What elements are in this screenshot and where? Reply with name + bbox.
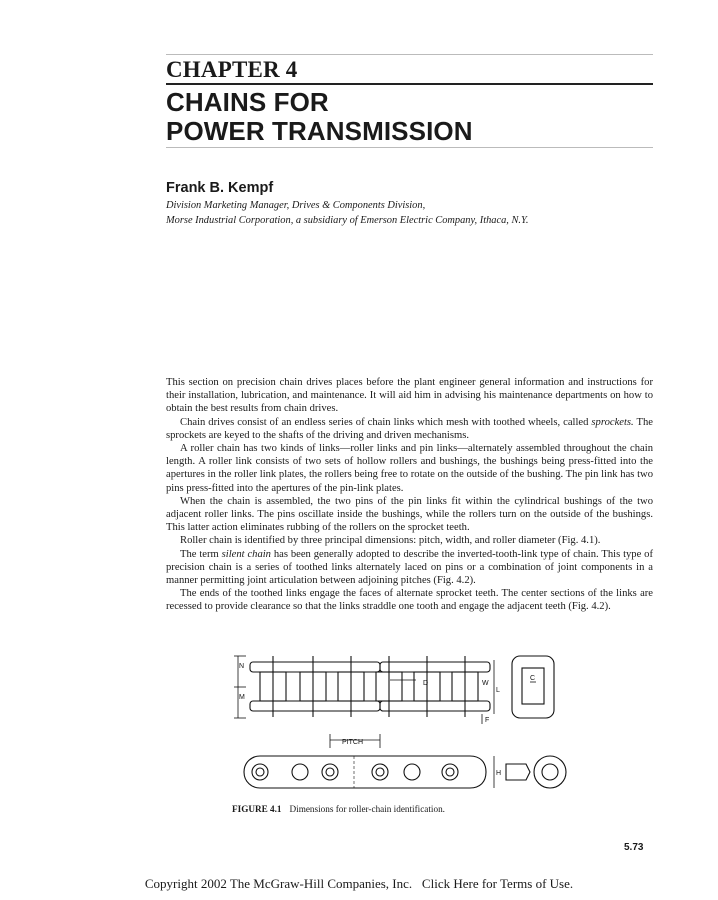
dim-label-pitch: PITCH <box>342 739 363 746</box>
paragraph: The ends of the toothed links engage the faces of alternate sprocket teeth. The center sections of the links are recessed to provide clearance so that the links straddle one tooth and engage the adjacent teeth (Fig. 4.2). <box>166 588 653 613</box>
chapter-title-line-1: CHAINS FOR <box>166 87 329 117</box>
title-rule <box>166 147 653 148</box>
terms-of-use-link[interactable]: Click Here for Terms of Use. <box>421 876 574 891</box>
dim-label-w: W <box>482 680 489 687</box>
paragraph: The term silent chain has been generally adopted to describe the inverted-tooth-link type of chain. This type of precision chain is a series of toothed links alternately laced on pins or a combination of joint components in a manner permitting joint articulation between adjoining pitches (Fig. 4.2). <box>166 548 653 587</box>
pin-hole <box>442 764 458 780</box>
figure-caption-number: FIGURE 4.1 <box>232 804 282 814</box>
side-roller <box>522 668 544 704</box>
pin-hole <box>322 764 338 780</box>
pin-hole <box>404 764 420 780</box>
copyright-footer <box>0 876 718 892</box>
figure-caption-text: Dimensions for roller-chain identification. <box>289 804 445 814</box>
paragraph: Roller chain is identified by three principal dimensions: pitch, width, and roller diameter (Fig. 4.1). <box>180 535 601 547</box>
top-rule <box>166 54 653 55</box>
figure-caption <box>232 804 445 814</box>
paragraph: Chain drives consist of an endless series of chain links which mesh with toothed wheels, called sprockets. The sprockets are keyed to the shafts of the driving and driven mechanisms. <box>166 416 653 441</box>
dim-label-h: H <box>496 770 502 777</box>
pin-hole <box>372 764 388 780</box>
dim-label-f: F <box>485 717 490 724</box>
paragraph: A roller chain has two kinds of links—roller links and pin links—alternately assembled throughout the chain length. A roller link consists of two sets of hollow rollers and bushings, the bushings being press-fitted into the apertures in the roller link plates, the rollers being free to rotate on the outside of the bushing. The pin link has two pins press-fitted into the apertures of the pin-link plates. <box>166 443 653 494</box>
pin-hole <box>376 768 384 776</box>
link-profile <box>244 756 486 788</box>
page-number: 5.73 <box>624 842 644 853</box>
copyright-text: Copyright 2002 The McGraw-Hill Companies, Inc. <box>144 876 413 891</box>
pin-hole <box>446 768 454 776</box>
dim-label-c: C <box>530 675 536 682</box>
paragraph: This section on precision chain drives places before the plant engineer general information and instructions for their installation, lubrication, and maintenance. It will aid him in advising his maintenance departments on how to obtain the best results from chain drives. <box>166 377 653 415</box>
dim-label-l: L <box>496 687 500 694</box>
chain-plate <box>250 701 380 711</box>
dim-label-d: D <box>423 680 429 687</box>
chapter-title-line-2: POWER TRANSMISSION <box>166 116 473 146</box>
end-view-outer <box>534 756 566 788</box>
chain-plate <box>380 662 490 672</box>
chapter-title <box>166 88 473 146</box>
pin-hole <box>256 768 264 776</box>
chapter-label: CHAPTER 4 <box>166 57 298 82</box>
chapter-rule <box>166 83 653 85</box>
pin-hole <box>252 764 268 780</box>
roller-chain-figure <box>230 652 590 797</box>
pin-hole <box>292 764 308 780</box>
paragraph: When the chain is assembled, the two pins of the pin links fit within the cylindrical bushings of the two adjacent roller links. The pins oscillate inside the bushings, while the rollers turn on the outside of the bushings. This latter action eliminates rubbing of the rollers on the sprocket teeth. <box>166 495 653 534</box>
italic-term: sprockets. <box>591 416 634 428</box>
author-affiliation-line-2: Morse Industrial Corporation, a subsidiary of Emerson Electric Company, Ithaca, N.Y. <box>166 215 529 226</box>
pin-hole <box>326 768 334 776</box>
author-affiliation-line-1: Division Marketing Manager, Drives & Components Division, <box>166 200 426 211</box>
author-name: Frank B. Kempf <box>166 180 274 196</box>
chain-plate <box>380 701 490 711</box>
side-link <box>512 656 554 718</box>
dim-label-m: M <box>239 694 245 701</box>
end-view-inner <box>542 764 558 780</box>
italic-term: silent chain <box>221 548 271 560</box>
body-text <box>166 376 653 614</box>
dim-label-n: N <box>239 663 245 670</box>
chain-plate <box>250 662 380 672</box>
